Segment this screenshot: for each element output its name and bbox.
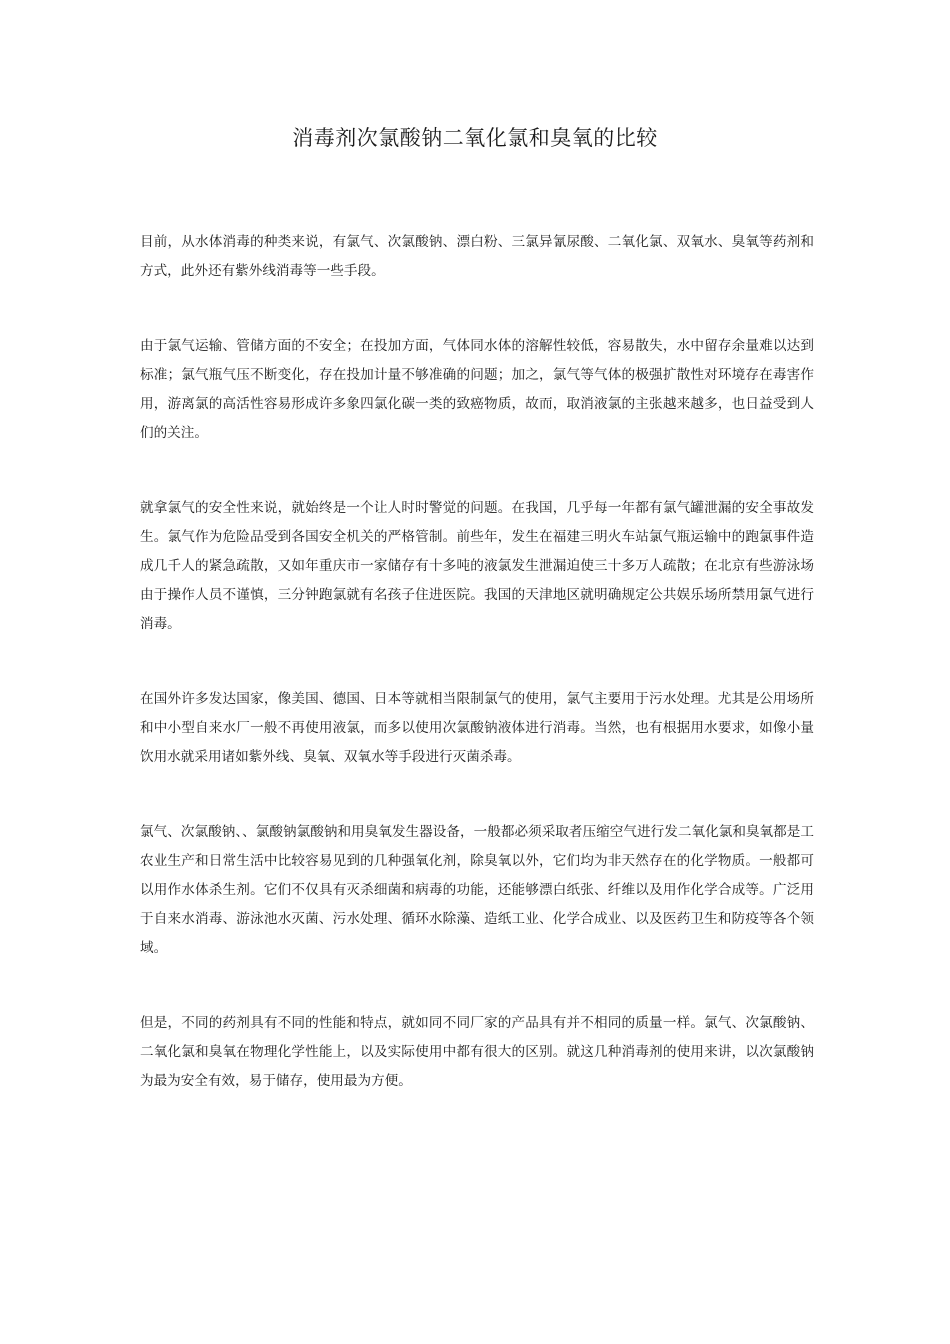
paragraph: 在国外许多发达国家，像美国、德国、日本等就相当限制氯气的使用，氯气主要用于污水处理。尤其是公用场所和中小型自来水厂一般不再使用液氯，而多以使用次氯酸钠液体进行消毒。当然，也有根据用水要求，如像小量饮用水就采用诸如紫外线、臭氧、双氧水等手段进行灭菌杀毒。	[140, 691, 814, 765]
paragraph: 但是，不同的药剂具有不同的性能和特点，就如同不同厂家的产品具有并不相同的质量一样。氯气、次氯酸钠、二氧化氯和臭氧在物理化学性能上，以及实际使用中都有很大的区别。就这几种消毒剂的使用来讲，以次氯酸钠为最为安全有效，易于储存，使用最为方便。	[140, 1015, 814, 1089]
document-title: 消毒剂次氯酸钠二氧化氯和臭氧的比较	[292, 126, 658, 150]
paragraph: 由于氯气运输、管储方面的不安全；在投加方面，气体同水体的溶解性较低，容易散失，水中留存余量难以达到标准；氯气瓶气压不断变化，存在投加计量不够准确的问题；加之，氯气等气体的极强扩散性对环境存在毒害作用，游离氯的高活性容易形成许多象四氯化碳一类的致癌物质，故而，取消液氯的主张越来越多，也日益受到人们的关注。	[140, 338, 814, 441]
document-body	[140, 228, 814, 1142]
paragraph: 就拿氯气的安全性来说，就始终是一个让人时时警觉的问题。在我国，几乎每一年都有氯气罐泄漏的安全事故发生。氯气作为危险品受到各国安全机关的严格管制。前些年，发生在福建三明火车站氯气瓶运输中的跑氯事件造成几千人的紧急疏散，又如年重庆市一家储存有十多吨的液氯发生泄漏迫使三十多万人疏散；在北京有些游泳场由于操作人员不谨慎，三分钟跑氯就有名孩子住进医院。我国的天津地区就明确规定公共娱乐场所禁用氯气进行消毒。	[140, 500, 814, 632]
paragraph: 目前，从水体消毒的种类来说，有氯气、次氯酸钠、漂白粉、三氯异氰尿酸、二氧化氯、双氧水、臭氧等药剂和方式，此外还有紫外线消毒等一些手段。	[140, 234, 814, 279]
paragraph: 氯气、次氯酸钠、、氯酸钠氯酸钠和用臭氧发生器设备，一般都必须采取者压缩空气进行发二氧化氯和臭氧都是工农业生产和日常生活中比较容易见到的几种强氧化剂，除臭氧以外，它们均为非天然存在的化学物质。一般都可以用作水体杀生剂。它们不仅具有灭杀细菌和病毒的功能，还能够漂白纸张、纤维以及用作化学合成等。广泛用于自来水消毒、游泳池水灭菌、污水处理、循环水除藻、造纸工业、化学合成业、以及医药卫生和防疫等各个领域。	[140, 824, 814, 956]
